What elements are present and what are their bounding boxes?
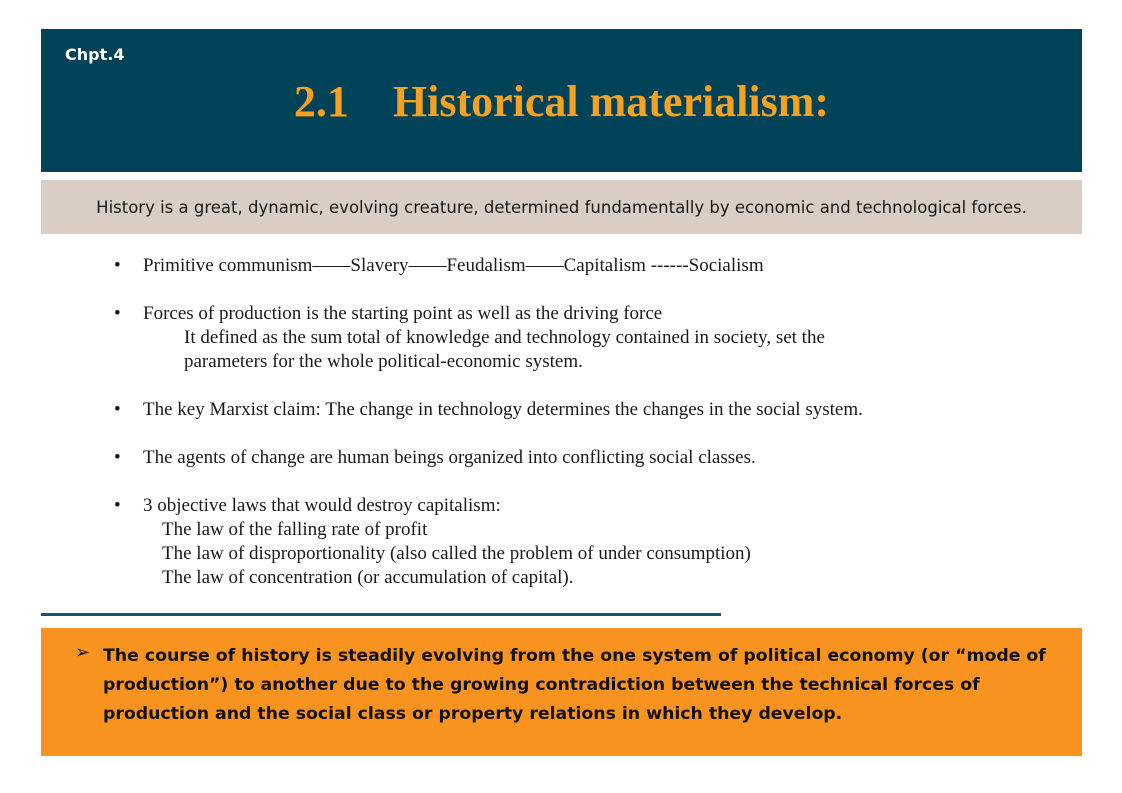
- conclusion-text: The course of history is steadily evolving from the one system of political economy (or “mode of production”) to another due to the growing contradiction between the technical forces of production and the social class or property relations in which they develop.: [103, 646, 1046, 724]
- bullet-text: 3 objective laws that would destroy capitalism:: [143, 495, 501, 516]
- subtitle-bar: [41, 180, 1082, 234]
- conclusion-box: [41, 628, 1082, 756]
- bullet-dot: •: [114, 255, 121, 276]
- bullet-text: Primitive communism——Slavery——Feudalism——Capitalism ------Socialism: [143, 255, 764, 276]
- bullet-subline: The law of the falling rate of profit: [162, 519, 428, 540]
- subtitle-text: History is a great, dynamic, evolving creature, determined fundamentally by economic and technological forces.: [96, 197, 1027, 217]
- bullet-dot: •: [114, 495, 121, 516]
- section-divider: [41, 613, 721, 616]
- bullet-subline: The law of disproportionality (also called the problem of under consumption): [162, 543, 751, 564]
- bullet-dot: •: [114, 399, 121, 420]
- bullet-item-forces-of-production: [114, 302, 1054, 374]
- arrow-bullet-icon: ➢: [75, 642, 91, 663]
- bullet-dot: •: [114, 303, 121, 324]
- bullet-text: Forces of production is the starting point as well as the driving force: [143, 303, 663, 324]
- chapter-label: Chpt.4: [65, 45, 125, 64]
- bullet-subline: The law of concentration (or accumulation of capital).: [162, 567, 574, 588]
- bullet-list: [114, 254, 1054, 590]
- bullet-item-agents-of-change: [114, 446, 1054, 470]
- bullet-dot: •: [114, 447, 121, 468]
- bullet-item-objective-laws: [114, 494, 1054, 590]
- bullet-text: The key Marxist claim: The change in technology determines the changes in the social system.: [143, 399, 863, 420]
- header-banner: [41, 29, 1082, 172]
- page-title: 2.1 Historical materialism:: [293, 77, 830, 126]
- bullet-item-marxist-claim: [114, 398, 1054, 422]
- bullet-text: The agents of change are human beings organized into conflicting social classes.: [143, 447, 756, 468]
- bullet-item-stages: [114, 254, 1054, 278]
- bullet-subline: parameters for the whole political-economic system.: [184, 351, 583, 372]
- bullet-subline: It defined as the sum total of knowledge and technology contained in society, set the: [184, 327, 825, 348]
